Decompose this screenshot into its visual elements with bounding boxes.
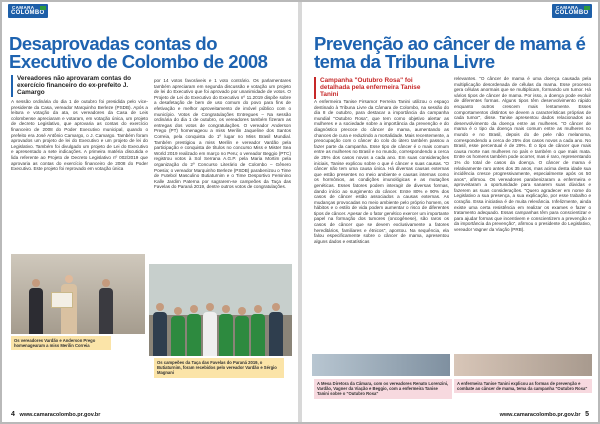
photo-caption-2: Os campeões da Taça das Favelas do Paraná 2019, o Butiaturnim, foram recebidos pelo vereador Vardão e Sérgio Magnani — [154, 358, 284, 378]
page-number: 4 — [11, 411, 15, 418]
flag-icon — [584, 6, 590, 10]
page-title: Prevenção ao câncer de mama é tema da Tribuna Livre — [314, 33, 586, 72]
page-footer — [8, 411, 100, 418]
camara-logo — [8, 4, 48, 18]
page-number: 5 — [585, 411, 589, 418]
photo-nurse — [454, 354, 592, 376]
logo-top-text: CAMARA — [12, 5, 35, 10]
photo-caption-1: A Mesa Diretora da Câmara, com os vereadores Renato Lorenzini, Vardão, Vagner da Viação e Beggio, com a enfermeira Tanise Tanini sobre o "Outubro Rosa" — [314, 379, 452, 399]
article-subhead: Campanha "Outubro Rosa" foi detalhada pela enfermeira Tanise Tanini — [314, 77, 434, 99]
article-column-2: relevantes. "O câncer de mama é uma doença causada pela multiplicação desordenada de células da mama. Esse processo gera células anormais que se multiplicam, formando um tumor. Há vários tipos de câncer de mama. Por isso, a doença pode evoluir de diferentes formas. Alguns tipos têm desenvolvimento rápido enquanto outros crescem mais lentamente. Esses comportamentos distintos se devem a características próprias de cada tumor", disse. Tanise apresentou dados relacionados ao desenvolvimento da doença entre as mulheres. "O câncer de mama é o tipo da doença mais comum entre as mulheres no mundo e no Brasil, depois do de pele não melanoma, correspondendo a cerca de 25% dos casos novos a cada ano. No Brasil, esse percentual é de 29%. É o tipo de câncer que mais causa morte nas mulheres no país e também o que mais mata. Entre os homens também pode ocorrer, mas é raro, representando 1% do total de casos da doença. O câncer de mama é relativamente raro antes dos 35 anos, mas acima desta idade sua incidência cresce progressivamente, especialmente após os 50 anos", afirmou. Os vereadores parabenizaram a enfermeira e aproveitaram a oportunidade para sanarem suas dúvidas e fazerem as suas considerações. "Quero agradecer em nome do Legislativo a sua presença, a sua explicação, por esse trabalho e coração. Essa iniciativa é de muita relevância. Infelizmente, ainda existe uma certa resistência em realizar os exames e fazer o tratamento adequado. Essas campanhas têm para conscientizar e para ajudar formas que incentivem e conscientizem a prevenção e da importância da prevenção", afirmou o presidente do Legislativo, vereador Vagner da Viação (PRB). — [454, 76, 591, 233]
logo-bottom-text: COLOMBO — [555, 10, 589, 16]
article-column-1: A sessão ordinária do dia 1 de outubro foi presidida pelo vice-presidente da Casa, vereador Marquinho Berleze (PSDB). Após a leitura e votação da ata, os vereadores da Casa de Leis colombense apreciaram e votaram, em votação única, um projeto de decreto Legislativo, que aprovaria as contas do exercício financeiro de 2008 do Poder Executivo municipal, quando o prefeito era José Antônio Camargo, o J. Camargo. Também foram aprovados um projeto de lei do Executivo e um projeto de lei do Legislativo. Também foi divulgado um projeto de Lei do Executivo e apresentado a sete indicações. A primeira matéria discutida e lida referente ao Projeto de Decreto Legislativo nº 002/2019 que aprovaria as contas do exercício financeiro de 2008 do Poder Executivo. Este projeto foi reprovado em votação única — [11, 99, 148, 172]
footer-url: www.camaracolombo.pr.gov.br — [19, 412, 101, 418]
photo-team-champions — [149, 264, 292, 356]
photo-session — [312, 354, 450, 376]
camara-logo — [552, 4, 592, 18]
flag-icon — [40, 6, 46, 10]
article-subhead: Vereadores não aprovaram contas do exercício financeiro do ex-prefeito J. Camargo — [11, 75, 137, 97]
photo-caption-1: Os vereadores Vardão e Anderson Prego homenagearam a miss Merilin Correia — [11, 336, 111, 350]
photo-caption-2: A enfermeira Tanise Tanini explicou as formas de prevenção e combate ao câncer de mama, tema da campanha "Outubro Rosa" — [454, 379, 592, 393]
page-title: Desaprovadas contas do Executivo de Colombo de 2008 — [9, 33, 268, 72]
article-column-1: A enfermeira Tanise Firsamor Ferreira Tanini utilizou o espaço destinado à Tribuna Livre da Câmara de Colombo, na sessão do dia 8 de outubro, para destacar a importância da campanha mundial "Outubro Rosa", que tem como objetivo alertar as mulheres e a sociedade sobre a importância da prevenção e do diagnóstico precoce do câncer de mama, aumentando as chances de cura e reduzindo a mortalidade. Mais recentemente, a preocupação com o câncer do colo do útero também passou a fazer parte da campanha. Esse tipo de câncer é o mais comum entre as mulheres no Brasil e no mundo, correspondendo a cerca de 25% dos casos novos a cada ano. Em suas considerações iniciais, Tanise explicou sobre o que é câncer e suas causas. "O câncer não tem uma causa única. Há diversas causas externas que estão presentes no meio ambiente e causas internas como os hormônios, as condições imunológicas e as mutações genéticas. Esses fatores podem interagir de diversas formas, dando início ao surgimento do câncer. Entre 80% e 90% dos casos de câncer estão associados a causas externas. As mudanças provocadas no meio ambiente pelo próprio homem, os hábitos e o estilo de vida podem aumentar o risco de diferentes tipos de câncer. Apesar de o fator genético exercer um importante papel na formação dos tumores (oncogênese), são raros os casos de câncer que se devem exclusivamente a fatores hereditários, familiares e étnicos", apontou. Na sequência, ela falou especificamente sobre o câncer de mama, apresentou alguns dados e estatísticas — [314, 99, 449, 244]
logo-top-text: CAMARA — [556, 5, 579, 10]
article-column-2: por 14 votos favoráveis e 1 voto contrário. Os parlamentares também apreciaram em segunda discussão e votação um projeto de lei do Executivo que foi aprovado por unanimidade de votos. O Projeto de Lei do Executivo do Executivo nº 11.2019 dispõe sobre a desafetação de bem de uso comum do povo para fins de efetivação e melhor aproveitamento de imóvel público com o município. Votos de Congratulações Entregues – Na sessão ordinária do dia 1 de outubro, os vereadores também fizeram as entregas dos votos de congratulações. O vereador Anderson Prego (PT) homenageou a miss Merilin Jaqueline dos Santos Correia, pela conquista do 1º lugar no Miss Brasil Mundial. Também prestigiou a miss Merilin e vereador Vardão pela participação e conquista de títulos no concurso Miss e Mister Sea World 2019 realizado em março no Peru; o vereador Beggio (PTC) registrou votos à Sol Serrana A.G.P. pela Maria Mortim pela organização do 2º Concurso Literário de Colombo – Gênero Poesia; o vereador Marquinho Berleze (PSDB) parabenizou o Time de Futebol Masculino Butiaturnim e o Time Desportivo Feminino Kalle Jardim Paterna por sagrarem-se campeões da Taça das Favelas do Paraná 2019, dentre outros votos de congratulações. — [154, 78, 291, 190]
left-page — [2, 2, 298, 422]
right-page — [302, 2, 598, 422]
page-footer — [500, 411, 592, 418]
photo-miss-homage — [11, 254, 145, 334]
footer-url: www.camaracolombo.pr.gov.br — [499, 412, 581, 418]
logo-bottom-text: COLOMBO — [11, 10, 45, 16]
